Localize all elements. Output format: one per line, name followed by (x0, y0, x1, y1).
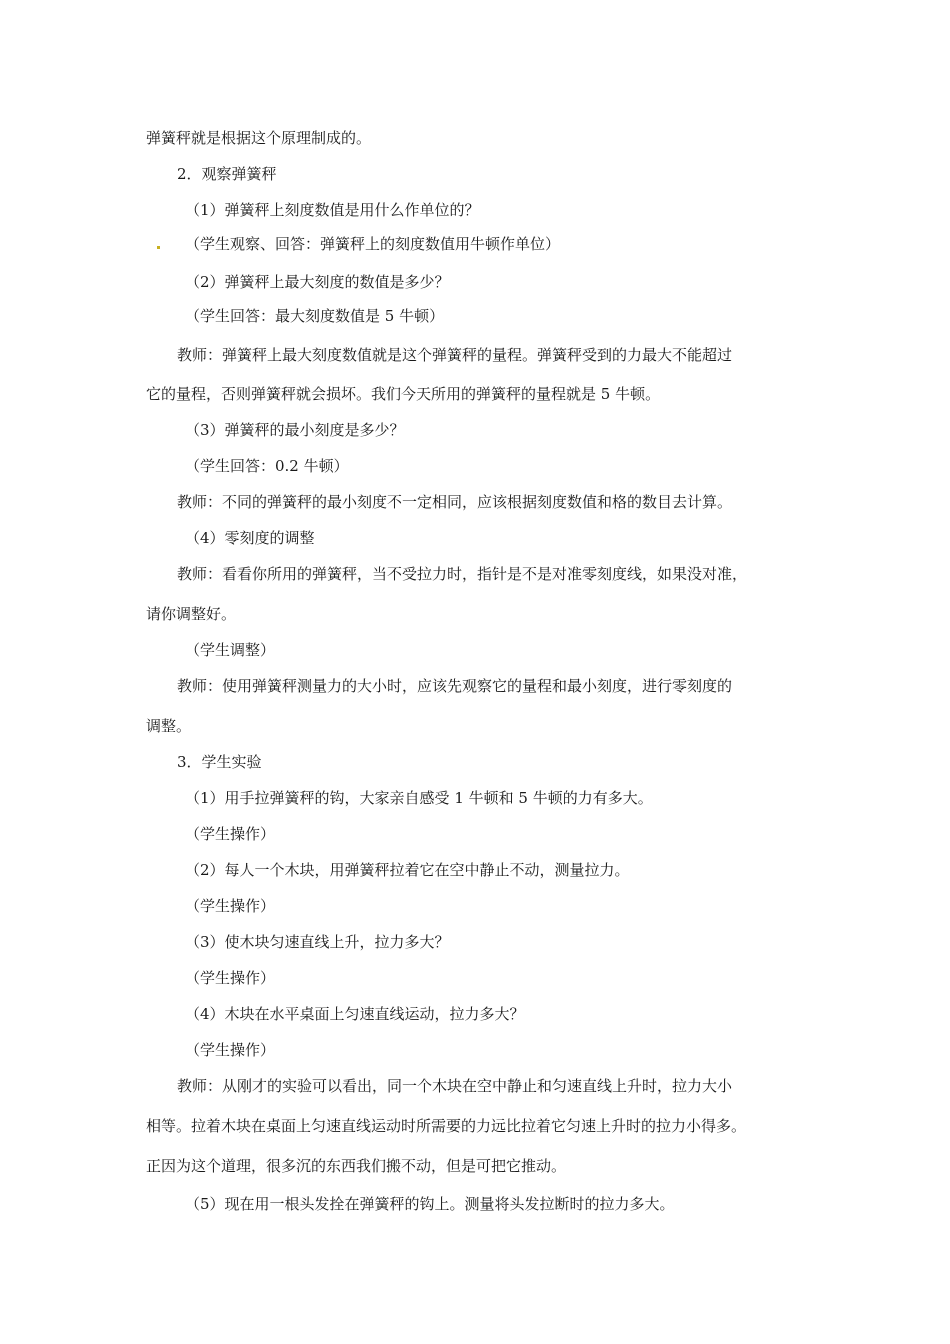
text-line: 教师：使用弹簧秤测量力的大小时，应该先观察它的量程和最小刻度，进行零刻度的 (177, 677, 733, 695)
text-line: 教师：看看你所用的弹簧秤，当不受拉力时，指针是不是对准零刻度线，如果没对准， (177, 565, 748, 583)
text-line: 教师：不同的弹簧秤的最小刻度不一定相同，应该根据刻度数值和格的数目去计算。 (177, 493, 733, 511)
answer-line: （学生操作） (185, 825, 276, 843)
text-line: 正因为这个道理，很多沉的东西我们搬不动，但是可把它推动。 (146, 1157, 567, 1175)
question-line: （1）用手拉弹簧秤的钩，大家亲自感受 1 牛顿和 5 牛顿的力有多大。 (185, 789, 653, 807)
answer-line: （学生回答：最大刻度数值是 5 牛顿） (185, 307, 445, 325)
question-line: （4）木块在水平桌面上匀速直线运动，拉力多大？ (185, 1005, 525, 1023)
question-line: （2）弹簧秤上最大刻度的数值是多少？ (185, 273, 450, 291)
question-line: （4）零刻度的调整 (185, 529, 315, 547)
question-line: （3）弹簧秤的最小刻度是多少？ (185, 421, 405, 439)
question-line: （2）每人一个木块，用弹簧秤拉着它在空中静止不动，测量拉力。 (185, 861, 630, 879)
answer-line: （学生操作） (185, 969, 276, 987)
answer-line: （学生操作） (185, 897, 276, 915)
question-line: （5）现在用一根头发拴在弹簧秤的钩上。测量将头发拉断时的拉力多大。 (185, 1195, 675, 1213)
text-line: 相等。拉着木块在桌面上匀速直线运动时所需要的力远比拉着它匀速上升时的拉力小得多。 (146, 1117, 747, 1135)
text-line: 教师：从刚才的实验可以看出，同一个木块在空中静止和匀速直线上升时，拉力大小 (177, 1077, 733, 1095)
answer-line: （学生观察、回答：弹簧秤上的刻度数值用牛顿作单位） (185, 235, 561, 253)
text-line: 调整。 (146, 717, 192, 735)
question-line: （1）弹簧秤上刻度数值是用什么作单位的？ (185, 201, 480, 219)
section-heading: 3．学生实验 (177, 753, 262, 771)
section-heading: 2．观察弹簧秤 (177, 165, 277, 183)
stray-mark (157, 246, 160, 249)
question-line: （3）使木块匀速直线上升，拉力多大？ (185, 933, 450, 951)
text-line: 请你调整好。 (146, 605, 237, 623)
answer-line: （学生回答：0.2 牛顿） (185, 457, 349, 475)
answer-line: （学生操作） (185, 1041, 276, 1059)
text-line: 弹簧秤就是根据这个原理制成的。 (146, 129, 372, 147)
text-line: 教师：弹簧秤上最大刻度数值就是这个弹簧秤的量程。弹簧秤受到的力最大不能超过 (177, 346, 733, 364)
answer-line: （学生调整） (185, 641, 276, 659)
text-line: 它的量程，否则弹簧秤就会损坏。我们今天所用的弹簧秤的量程就是 5 牛顿。 (146, 385, 661, 403)
